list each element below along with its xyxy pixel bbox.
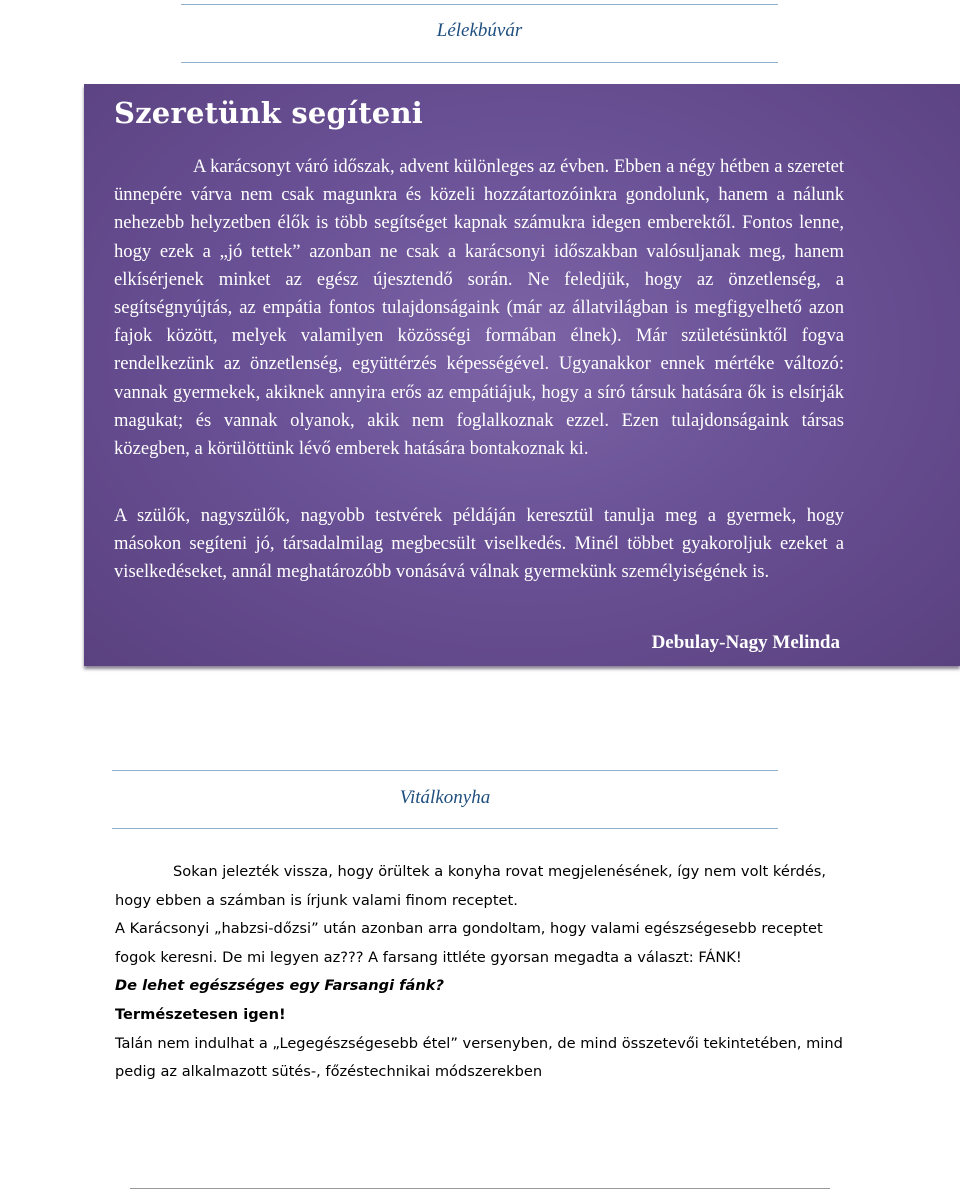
section2-rule-bottom [112, 828, 778, 829]
recipe-question: De lehet egészséges egy Farsangi fánk? [115, 977, 444, 995]
article-title: Szeretünk segíteni [114, 96, 423, 130]
article-paragraph-1: A karácsonyt váró időszak, advent különleges az évben. Ebben a négy hétben a szeretet ünnepére várva nem csak magunkra és közeli hozzátartozóinkra gondolunk, hanem a nálunk nehezebb helyzetben élők is több segítséget kapnak számukra idegen emberektől. Fontos lenne, hogy ezek a „jó tettek” azonban ne csak a karácsonyi időszakban valósuljanak meg, hanem elkísérjenek minket az egész újesztendő során. Ne feledjük, hogy az önzetlenség, a segítségnyújtás, az empátia fontos tulajdonságaink (már az állatvilágban is megfigyelhető azon fajok között, melyek valamilyen közösségi formában élnek). Már születésünktől fogva rendelkezünk az önzetlenség, együttérzés képességével. Ugyanakkor ennek mértéke változó: vannak gyermekek, akiknek annyira erős az empátiájuk, hogy a síró társuk hatására ők is elsírják magukat; és vannak olyanok, akik nem foglalkoznak ezzel. Ezen tulajdonságaink társas közegben, a körülöttünk lévő emberek hatására bontakoznak ki. [114, 156, 844, 460]
footer-rule [130, 1188, 830, 1189]
section-label-vitalkonyha: Vitálkonyha [399, 787, 491, 808]
section2-rule-top [112, 770, 778, 771]
recipe-text [115, 858, 850, 1087]
article-paragraph-2: A szülők, nagyszülők, nagyobb testvérek példáján keresztül tanulja meg a gyermek, hogy másokon segíteni jó, társadalmilag megbecsült viselkedés. Minél többet gyakoroljuk ezeket a viselkedéseket, annál meghatározóbb vonásává válnak gyermekünk személyiségének is. [114, 505, 844, 583]
section-label-lelekbuvar: Lélekbúvár [436, 20, 523, 41]
recipe-paragraph-intro: Sokan jelezték vissza, hogy örültek a konyha rovat megjelenésének, így nem volt kérdés, hogy ebben a számban is írjunk valami finom receptet. [115, 863, 827, 909]
article-author: Debulay-Nagy Melinda [651, 632, 840, 653]
header-rule-top [181, 4, 778, 5]
recipe-answer: Természetesen igen! [115, 1005, 286, 1023]
recipe-paragraph-idea: A Karácsonyi „habzsi-dőzsi” után azonban arra gondoltam, hogy valami egészségesebb receptet fogok keresni. De mi legyen az??? A farsang ittléte gyorsan megadta a választ: FÁNK! [115, 920, 823, 966]
header-rule-bottom [181, 62, 778, 63]
recipe-paragraph-continued: Talán nem indulhat a „Legegészségesebb étel” versenyben, de mind összetevői tekintetében, mind pedig az alkalmazott sütés-, főzéstechnikai módszerekben [115, 1034, 843, 1081]
